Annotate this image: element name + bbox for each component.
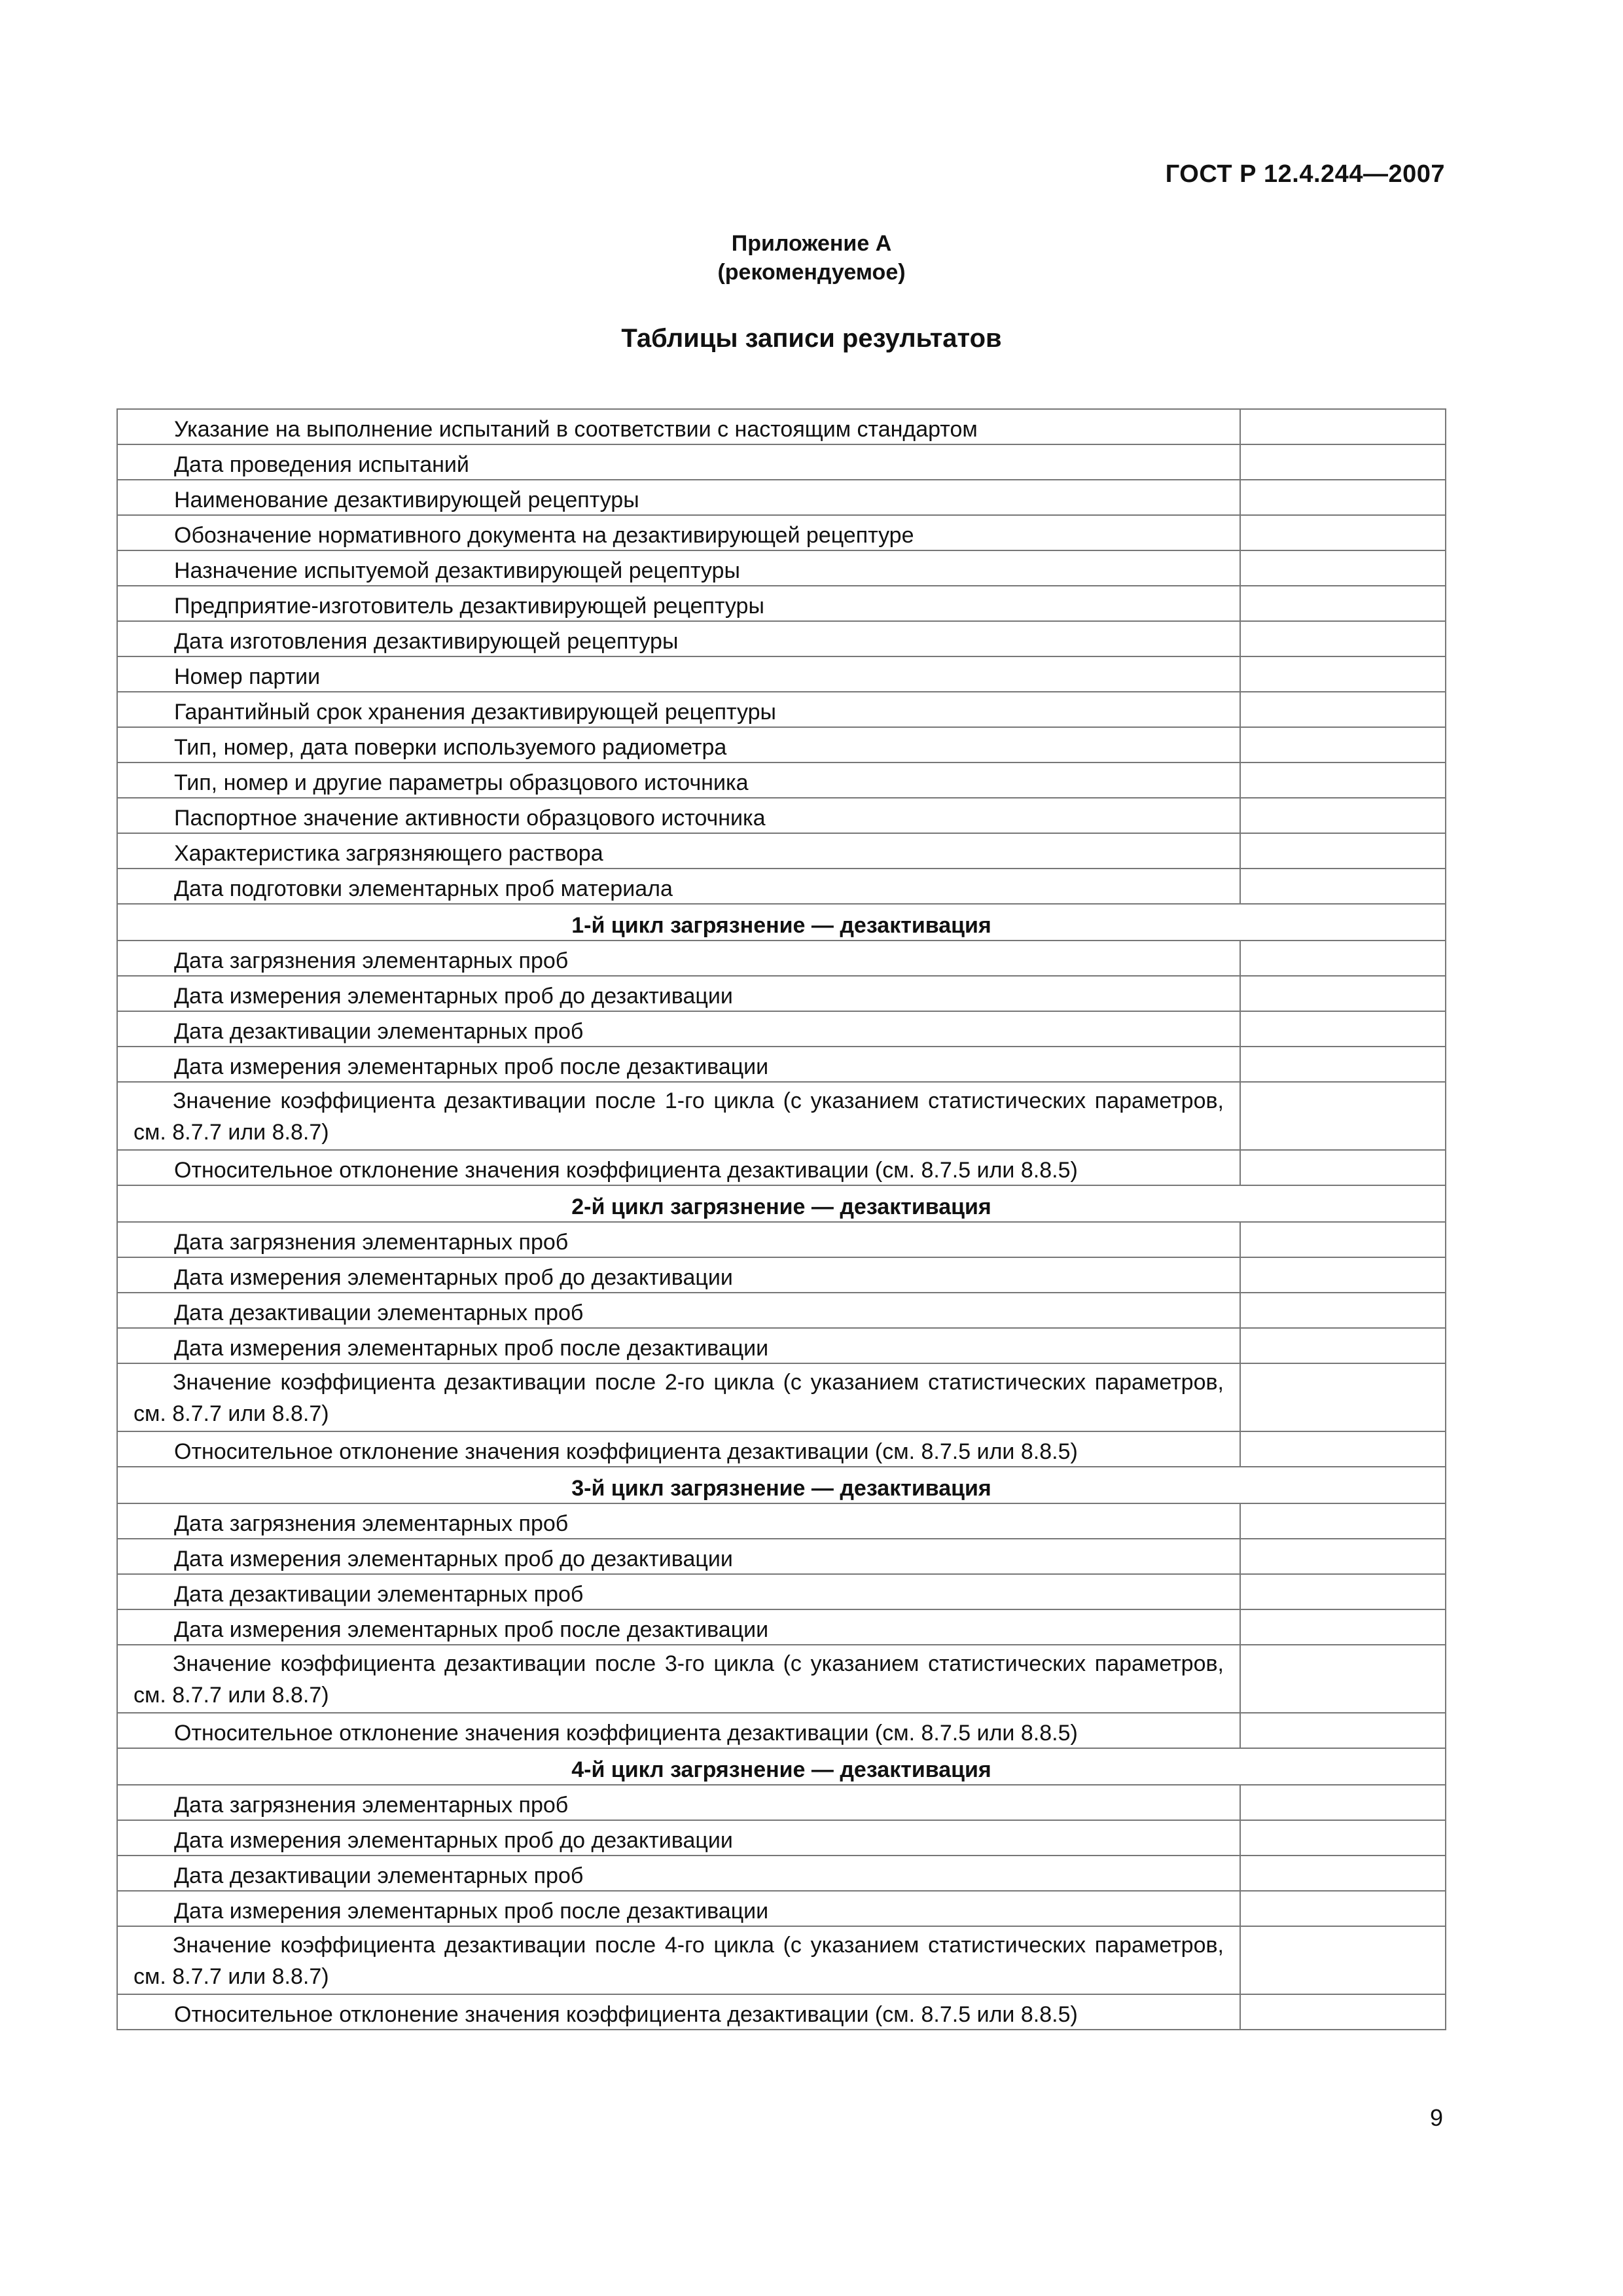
row-label: Предприятие-изготовитель дезактивирующей рецептуры: [117, 586, 1240, 621]
table-row: [117, 1222, 1446, 1257]
value-cell[interactable]: [1240, 1645, 1446, 1713]
row-label: Дата дезактивации элементарных проб: [117, 1293, 1240, 1328]
row-label: Дата измерения элементарных проб после дезактивации: [117, 1328, 1240, 1363]
row-label: Дата измерения элементарных проб до дезактивации: [117, 976, 1240, 1011]
table-row: [117, 833, 1446, 869]
value-cell[interactable]: [1240, 550, 1446, 586]
table-row: [117, 1574, 1446, 1609]
row-label: Значение коэффициента дезактивации после 2-го цикла (с указанием статистических параметров, см. 8.7.7 или 8.8.7): [117, 1363, 1240, 1431]
value-cell[interactable]: [1240, 1293, 1446, 1328]
value-cell[interactable]: [1240, 409, 1446, 444]
table-row: [117, 1926, 1446, 1994]
table-row: [117, 480, 1446, 515]
table-row: [117, 515, 1446, 550]
table-row: [117, 692, 1446, 727]
row-label: Гарантийный срок хранения дезактивирующей рецептуры: [117, 692, 1240, 727]
cycle-heading: 3-й цикл загрязнение — дезактивация: [117, 1467, 1446, 1503]
value-cell[interactable]: [1240, 727, 1446, 762]
row-label: Тип, номер и другие параметры образцового источника: [117, 762, 1240, 798]
row-label: Значение коэффициента дезактивации после 1-го цикла (с указанием статистических параметров, см. 8.7.7 или 8.8.7): [117, 1082, 1240, 1150]
table-row: [117, 1150, 1446, 1185]
value-cell[interactable]: [1240, 1431, 1446, 1467]
row-label: Значение коэффициента дезактивации после 3-го цикла (с указанием статистических параметров, см. 8.7.7 или 8.8.7): [117, 1645, 1240, 1713]
cycle-heading-row: [117, 1748, 1446, 1785]
table-row: [117, 1994, 1446, 2030]
row-label: Относительное отклонение значения коэффициента дезактивации (см. 8.7.5 или 8.8.5): [117, 1713, 1240, 1748]
value-cell[interactable]: [1240, 1257, 1446, 1293]
row-label: Дата измерения элементарных проб после дезактивации: [117, 1609, 1240, 1645]
table-row: [117, 976, 1446, 1011]
table-row: [117, 586, 1446, 621]
table-row: [117, 656, 1446, 692]
annex-status: (рекомендуемое): [717, 260, 906, 285]
row-label: Дата дезактивации элементарных проб: [117, 1574, 1240, 1609]
table-row: [117, 1856, 1446, 1891]
page-title: Таблицы записи результатов: [621, 324, 1002, 353]
table-row: [117, 1820, 1446, 1856]
value-cell[interactable]: [1240, 941, 1446, 976]
table-row: [117, 1082, 1446, 1150]
row-label: Назначение испытуемой дезактивирующей рецептуры: [117, 550, 1240, 586]
table-row: [117, 1713, 1446, 1748]
value-cell[interactable]: [1240, 1150, 1446, 1185]
row-label: Дата дезактивации элементарных проб: [117, 1856, 1240, 1891]
cycle-heading-row: [117, 904, 1446, 941]
value-cell[interactable]: [1240, 586, 1446, 621]
table-row: [117, 1609, 1446, 1645]
annex-heading: [0, 229, 1623, 287]
cycle-heading: 1-й цикл загрязнение — дезактивация: [117, 904, 1446, 941]
value-cell[interactable]: [1240, 1713, 1446, 1748]
table-row: [117, 1503, 1446, 1539]
table-row: [117, 727, 1446, 762]
value-cell[interactable]: [1240, 1574, 1446, 1609]
value-cell[interactable]: [1240, 1363, 1446, 1431]
value-cell[interactable]: [1240, 1082, 1446, 1150]
row-label: Обозначение нормативного документа на дезактивирующей рецептуре: [117, 515, 1240, 550]
row-label: Паспортное значение активности образцового источника: [117, 798, 1240, 833]
value-cell[interactable]: [1240, 515, 1446, 550]
cycle-heading-row: [117, 1185, 1446, 1222]
value-cell[interactable]: [1240, 1222, 1446, 1257]
cycle-heading-row: [117, 1467, 1446, 1503]
value-cell[interactable]: [1240, 444, 1446, 480]
table-row: [117, 1431, 1446, 1467]
row-label: Дата измерения элементарных проб до дезактивации: [117, 1820, 1240, 1856]
value-cell[interactable]: [1240, 692, 1446, 727]
value-cell[interactable]: [1240, 1856, 1446, 1891]
annex-title: Приложение А: [731, 231, 892, 256]
page-number: 9: [1429, 2104, 1443, 2131]
value-cell[interactable]: [1240, 869, 1446, 904]
value-cell[interactable]: [1240, 1609, 1446, 1645]
table-row: [117, 444, 1446, 480]
cycle-heading: 4-й цикл загрязнение — дезактивация: [117, 1748, 1446, 1785]
table-row: [117, 941, 1446, 976]
row-label: Относительное отклонение значения коэффициента дезактивации (см. 8.7.5 или 8.8.5): [117, 1431, 1240, 1467]
table-row: [117, 1363, 1446, 1431]
results-table: [116, 408, 1446, 2030]
table-row: [117, 798, 1446, 833]
row-label: Дата загрязнения элементарных проб: [117, 1503, 1240, 1539]
row-label: Дата изготовления дезактивирующей рецептуры: [117, 621, 1240, 656]
row-label: Относительное отклонение значения коэффициента дезактивации (см. 8.7.5 или 8.8.5): [117, 1150, 1240, 1185]
value-cell[interactable]: [1240, 833, 1446, 869]
row-label: Дата загрязнения элементарных проб: [117, 1222, 1240, 1257]
table-row: [117, 1293, 1446, 1328]
value-cell[interactable]: [1240, 1785, 1446, 1820]
row-label: Дата подготовки элементарных проб материала: [117, 869, 1240, 904]
table-row: [117, 1047, 1446, 1082]
value-cell[interactable]: [1240, 1503, 1446, 1539]
table-row: [117, 621, 1446, 656]
value-cell[interactable]: [1240, 762, 1446, 798]
row-label: Дата измерения элементарных проб после дезактивации: [117, 1047, 1240, 1082]
table-row: [117, 1785, 1446, 1820]
value-cell[interactable]: [1240, 1926, 1446, 1994]
row-label: Указание на выполнение испытаний в соответствии с настоящим стандартом: [117, 409, 1240, 444]
value-cell[interactable]: [1240, 1891, 1446, 1926]
value-cell[interactable]: [1240, 798, 1446, 833]
value-cell[interactable]: [1240, 1047, 1446, 1082]
results-table-body: [117, 409, 1446, 2030]
table-row: [117, 762, 1446, 798]
cycle-heading: 2-й цикл загрязнение — дезактивация: [117, 1185, 1446, 1222]
value-cell[interactable]: [1240, 976, 1446, 1011]
row-label: Относительное отклонение значения коэффициента дезактивации (см. 8.7.5 или 8.8.5): [117, 1994, 1240, 2030]
row-label: Номер партии: [117, 656, 1240, 692]
row-label: Тип, номер, дата поверки используемого радиометра: [117, 727, 1240, 762]
value-cell[interactable]: [1240, 621, 1446, 656]
row-label: Дата дезактивации элементарных проб: [117, 1011, 1240, 1047]
value-cell[interactable]: [1240, 1994, 1446, 2030]
row-label: Характеристика загрязняющего раствора: [117, 833, 1240, 869]
table-row: [117, 1328, 1446, 1363]
table-row: [117, 1011, 1446, 1047]
table-row: [117, 409, 1446, 444]
row-label: Дата проведения испытаний: [117, 444, 1240, 480]
table-row: [117, 1539, 1446, 1574]
table-row: [117, 869, 1446, 904]
value-cell[interactable]: [1240, 1328, 1446, 1363]
table-row: [117, 1257, 1446, 1293]
table-row: [117, 550, 1446, 586]
value-cell[interactable]: [1240, 480, 1446, 515]
table-row: [117, 1891, 1446, 1926]
row-label: Дата загрязнения элементарных проб: [117, 1785, 1240, 1820]
row-label: Дата измерения элементарных проб до дезактивации: [117, 1539, 1240, 1574]
value-cell[interactable]: [1240, 1820, 1446, 1856]
row-label: Дата измерения элементарных проб до дезактивации: [117, 1257, 1240, 1293]
row-label: Значение коэффициента дезактивации после 4-го цикла (с указанием статистических параметров, см. 8.7.7 или 8.8.7): [117, 1926, 1240, 1994]
row-label: Наименование дезактивирующей рецептуры: [117, 480, 1240, 515]
document-id: ГОСТ Р 12.4.244—2007: [1165, 160, 1445, 188]
row-label: Дата измерения элементарных проб после дезактивации: [117, 1891, 1240, 1926]
table-row: [117, 1645, 1446, 1713]
value-cell[interactable]: [1240, 1011, 1446, 1047]
row-label: Дата загрязнения элементарных проб: [117, 941, 1240, 976]
value-cell[interactable]: [1240, 1539, 1446, 1574]
value-cell[interactable]: [1240, 656, 1446, 692]
